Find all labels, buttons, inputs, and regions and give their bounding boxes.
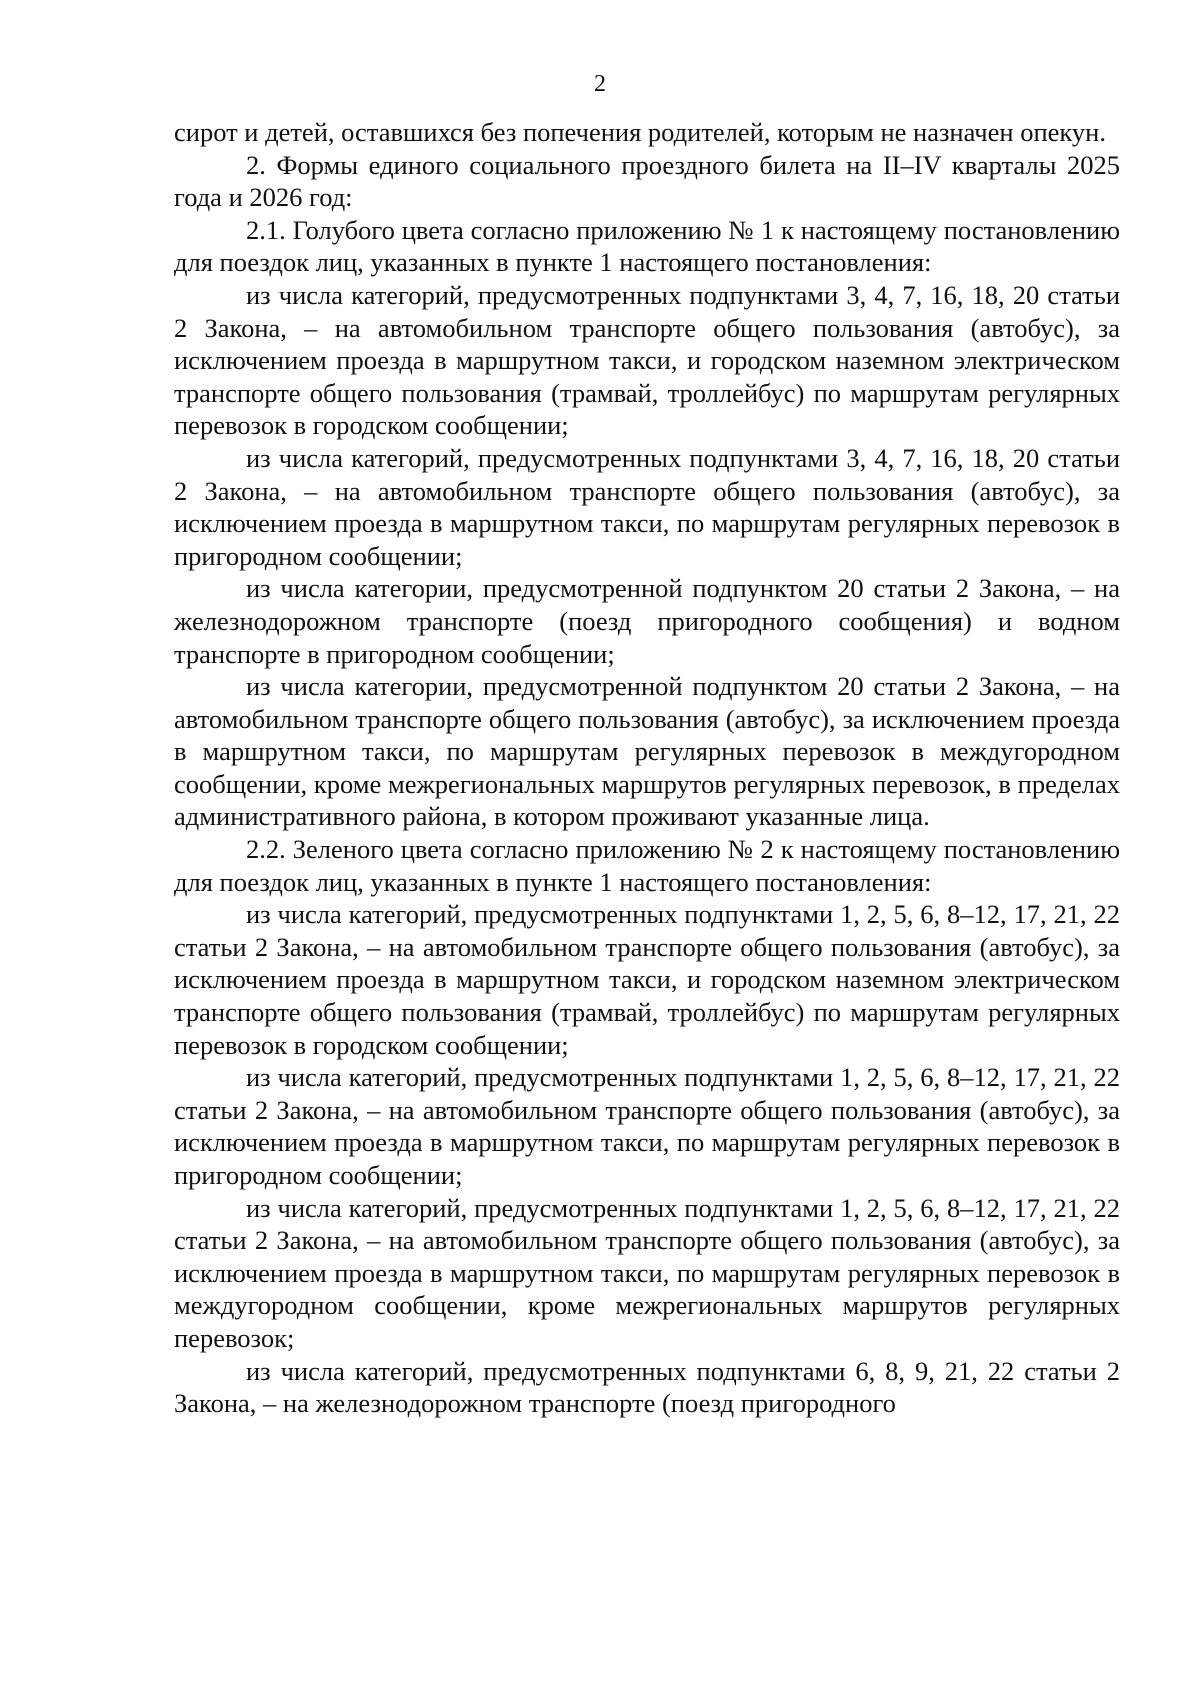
paragraph-blue-intercity: из числа категории, предусмотренной подпунктом 20 статьи 2 Закона, – на автомобильном транспорте общего пользования (автобус), за исключением проезда в маршрутном такси, по маршрутам регулярных перевозок в междугородном сообщении, кроме межрегиональных маршрутов регулярных перевозок, в пределах административного района, в котором проживают указанные лица. <box>174 671 1120 832</box>
paragraph-orphans-continuation: сирот и детей, оставшихся без попечения родителей, которым не назначен опекун. <box>174 117 1106 147</box>
paragraph-blue-rail-water: из числа категории, предусмотренной подпунктом 20 статьи 2 Закона, – на железнодорожном транспорте (поезд пригородного сообщения) и водном транспорте в пригородном сообщении; <box>174 573 1120 669</box>
paragraph-item-2-2: 2.2. Зеленого цвета согласно приложению № 2 к настоящему постановлению для поездок лиц, указанных в пункте 1 настоящего постановления: <box>174 834 1120 897</box>
document-body <box>174 116 1120 1420</box>
paragraph-blue-suburban: из числа категорий, предусмотренных подпунктами 3, 4, 7, 16, 18, 20 статьи 2 Закона, – на автомобильном транспорте общего пользования (автобус), за исключением проезда в маршрутном такси, по маршрутам регулярных перевозок в пригородном сообщении; <box>174 442 1120 571</box>
page-number: 2 <box>594 71 606 97</box>
paragraph-green-city: из числа категорий, предусмотренных подпунктами 1, 2, 5, 6, 8–12, 17, 21, 22 статьи 2 Закона, – на автомобильном транспорте общего пользования (автобус), за исключением проезда в маршрутном такси, и городском наземном электрическом транспорте общего пользования (трамвай, троллейбус) по маршрутам регулярных перевозок в городском сообщении; <box>174 899 1120 1060</box>
paragraph-green-rail: из числа категорий, предусмотренных подпунктами 6, 8, 9, 21, 22 статьи 2 Закона, – на железнодорожном транспорте (поезд пригородного <box>174 1355 1120 1419</box>
paragraph-item-2-1: 2.1. Голубого цвета согласно приложению № 1 к настоящему постановлению для поездок лиц, указанных в пункте 1 настоящего постановления: <box>174 214 1120 278</box>
paragraph-green-suburban: из числа категорий, предусмотренных подпунктами 1, 2, 5, 6, 8–12, 17, 21, 22 статьи 2 Закона, – на автомобильном транспорте общего пользования (автобус), за исключением проезда в маршрутном такси, по маршрутам регулярных перевозок в пригородном сообщении; <box>174 1062 1120 1190</box>
paragraph-blue-city: из числа категорий, предусмотренных подпунктами 3, 4, 7, 16, 18, 20 статьи 2 Закона, – на автомобильном транспорте общего пользования (автобус), за исключением проезда в маршрутном такси, и городском наземном электрическом транспорте общего пользования (трамвай, троллейбус) по маршрутам регулярных перевозок в городском сообщении; <box>174 279 1120 441</box>
paragraph-item-2: 2. Формы единого социального проездного билета на II–IV кварталы 2025 года и 2026 год: <box>174 149 1120 213</box>
paragraph-green-intercity: из числа категорий, предусмотренных подпунктами 1, 2, 5, 6, 8–12, 17, 21, 22 статьи 2 Закона, – на автомобильном транспорте общего пользования (автобус), за исключением проезда в маршрутном такси, по маршрутам регулярных перевозок в междугородном сообщении, кроме межрегиональных маршрутов регулярных перевозок; <box>174 1192 1120 1353</box>
